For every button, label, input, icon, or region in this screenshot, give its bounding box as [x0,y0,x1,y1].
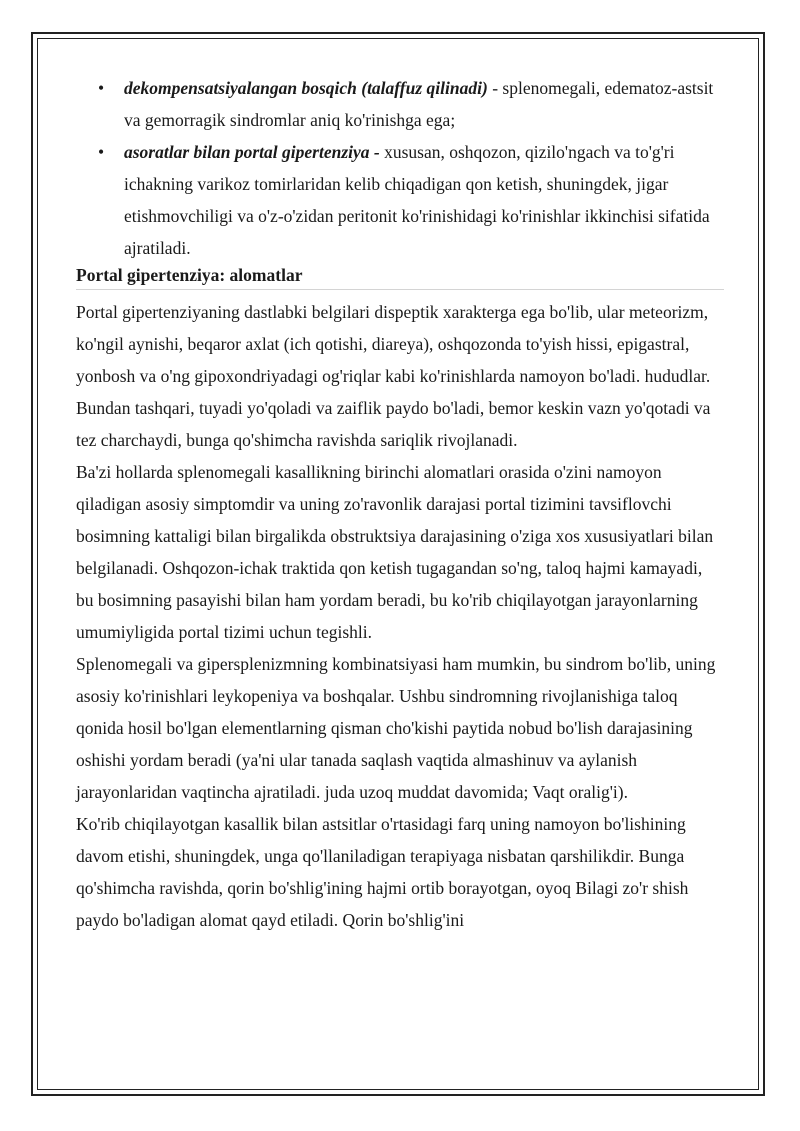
list-item-term: dekompensatsiyalangan bosqich (talaffuz qilinadi) [124,78,488,98]
list-item-term: asoratlar bilan portal gipertenziya - [124,142,380,162]
list-item [76,136,724,264]
list-item [76,72,724,136]
stage-list [76,72,724,264]
list-item-text: - splenomegali, edematoz-astsit va gemorragik sindromlar aniq ko'rinishga ega; [124,78,714,130]
section-heading: Portal gipertenziya: alomatlar [76,262,724,290]
section-text [76,296,724,936]
bullet-icon: • [98,142,105,162]
document-body [76,72,724,936]
paragraph: Ko'rib chiqilayotgan kasallik bilan astsitlar o'rtasidagi farq uning namoyon bo'lishining davom etishi, shuningdek, unga qo'llaniladigan terapiyaga nisbatan qarshilikdir. Bunga qo'shimcha ravishda, qorin bo'shlig'ining hajmi ortib borayotgan, oyoq Bilagi zo'r shish paydo bo'ladigan alomat qayd etiladi. Qorin bo'shlig'ini [76,814,689,930]
paragraph: Splenomegali va gipersplenizmning kombinatsiyasi ham mumkin, bu sindrom bo'lib, uning asosiy ko'rinishlari leykopeniya va boshqalar. Ushbu sindromning rivojlanishiga taloq qonida hosil bo'lgan elementlarning qisman cho'kishi paytida nobud bo'lish darajasining oshishi yordam beradi (ya'ni ular tanada saqlash vaqtida almashinuv va aylanish jarayonlaridan vaqtincha ajratiladi. juda uzoq muddat davomida; Vaqt oralig'i). [76,654,716,802]
bullet-icon: • [98,78,105,98]
paragraph: Portal gipertenziyaning dastlabki belgilari dispeptik xarakterga ega bo'lib, ular meteorizm, ko'ngil aynishi, beqaror axlat (ich qotishi, diareya), oshqozonda to'yish hissi, epigastral, yonbosh va o'ng gipoxondriyadagi og'riqlar kabi ko'rinishlarda namoyon bo'ladi. hududlar. Bundan tashqari, tuyadi yo'qoladi va zaiflik paydo bo'ladi, bemor keskin vazn yo'qotadi va tez charchaydi, bunga qo'shimcha ravishda sariqlik rivojlanadi. [76,302,711,450]
paragraph: Ba'zi hollarda splenomegali kasallikning birinchi alomatlari orasida o'zini namoyon qiladigan asosiy simptomdir va uning zo'ravonlik darajasi portal tizimini tavsiflovchi bosimning kattaligi bilan birgalikda obstruktsiya darajasining o'ziga xos xususiyatlari bilan belgilanadi. Oshqozon-ichak traktida qon ketish tugagandan so'ng, taloq hajmi kamayadi, bu bosimning pasayishi bilan ham yordam beradi, bu ko'rib chiqilayotgan jarayonlarning umumiyligida portal tizimi uchun tegishli. [76,462,714,642]
list-item-text: xususan, oshqozon, qizilo'ngach va to'g'ri ichakning varikoz tomirlaridan kelib chiqadigan qon ketish, shuningdek, jigar etishmovchiligi va o'z-o'zidan peritonit ko'rinishidagi ko'rinishlar ikkinchisi sifatida ajratiladi. [124,142,710,258]
